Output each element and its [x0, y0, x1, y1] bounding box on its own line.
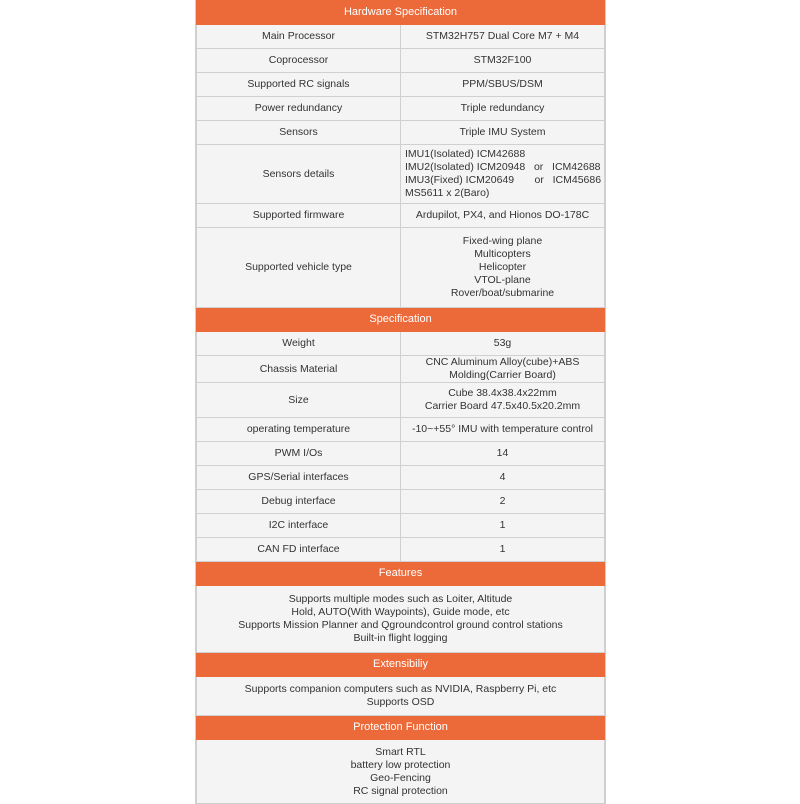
- row-value: [401, 228, 605, 308]
- size-line: Carrier Board 47.5x40.5x20.2mm: [424, 400, 581, 412]
- row-value: [401, 383, 605, 418]
- protection-content: [197, 740, 605, 804]
- row-label: Coprocessor: [197, 49, 401, 73]
- size-line: Cube 38.4x38.4x22mm: [448, 387, 557, 399]
- row-label: Sensors: [197, 121, 401, 145]
- vehicle-line: Rover/boat/submarine: [450, 287, 555, 299]
- section-title: Features: [197, 562, 605, 586]
- table-row-size: [197, 383, 605, 418]
- sensors-details-list: [405, 148, 601, 200]
- row-label: I2C interface: [197, 514, 401, 538]
- table-row-protection: [197, 740, 605, 804]
- row-value: 53g: [401, 332, 605, 356]
- row-value: [401, 145, 605, 204]
- row-value: PPM/SBUS/DSM: [401, 73, 605, 97]
- row-value: 1: [401, 514, 605, 538]
- row-value: 14: [401, 442, 605, 466]
- extensibility-line: Supports companion computers such as NVIDIA, Raspberry Pi, etc: [244, 683, 557, 695]
- row-label: Supported vehicle type: [197, 228, 401, 308]
- sensor-line: IMU3(Fixed) ICM20649 or ICM45686: [405, 174, 602, 186]
- table-row: [197, 356, 605, 383]
- protection-line: battery low protection: [350, 758, 451, 771]
- sensor-line: IMU1(Isolated) ICM42688: [405, 148, 526, 160]
- row-value: Triple redundancy: [401, 97, 605, 121]
- row-label: Power redundancy: [197, 97, 401, 121]
- row-label: Size: [197, 383, 401, 418]
- vehicle-line: Fixed-wing plane: [462, 235, 543, 247]
- row-label: Supported RC signals: [197, 73, 401, 97]
- table-row: [197, 121, 605, 145]
- table-row: [197, 514, 605, 538]
- section-title: Extensibiliy: [197, 653, 605, 677]
- row-label: Main Processor: [197, 25, 401, 49]
- row-label: PWM I/Os: [197, 442, 401, 466]
- spec-sheet: [195, 0, 606, 804]
- feature-line: Hold, AUTO(With Waypoints), Guide mode, etc: [291, 606, 510, 618]
- feature-line: Built-in flight logging: [353, 632, 448, 644]
- row-label: operating temperature: [197, 418, 401, 442]
- row-label: Weight: [197, 332, 401, 356]
- row-value: 2: [401, 490, 605, 514]
- row-label: Sensors details: [197, 145, 401, 204]
- sensor-line: IMU2(Isolated) ICM20948 or ICM42688: [405, 161, 601, 173]
- row-value: Ardupilot, PX4, and Hionos DO-178C: [401, 204, 605, 228]
- section-header-features: [197, 562, 605, 586]
- table-row: [197, 442, 605, 466]
- table-row: [197, 25, 605, 49]
- table-row: [197, 538, 605, 562]
- row-value: 4: [401, 466, 605, 490]
- row-label: Chassis Material: [197, 356, 401, 383]
- section-title: Hardware Specification: [197, 1, 605, 25]
- row-value: CNC Aluminum Alloy(cube)+ABS Molding(Carrier Board): [401, 356, 605, 383]
- row-value: -10~+55° IMU with temperature control: [401, 418, 605, 442]
- feature-line: Supports Mission Planner and Qgroundcontrol ground control stations: [238, 619, 563, 631]
- table-row: [197, 418, 605, 442]
- extensibility-content: [197, 677, 605, 716]
- protection-line: Smart RTL: [375, 745, 426, 758]
- table-row: [197, 332, 605, 356]
- features-content: [197, 586, 605, 653]
- spec-table: [196, 0, 605, 804]
- row-label: GPS/Serial interfaces: [197, 466, 401, 490]
- table-row-features: [197, 586, 605, 653]
- section-title: Protection Function: [197, 716, 605, 740]
- section-header-protection: [197, 716, 605, 740]
- section-header-extensibility: [197, 653, 605, 677]
- sensor-line: MS5611 x 2(Baro): [405, 187, 490, 199]
- vehicle-line: VTOL-plane: [474, 274, 531, 286]
- protection-line: Geo-Fencing: [370, 771, 431, 784]
- section-header-specification: [197, 308, 605, 332]
- extensibility-line: Supports OSD: [366, 696, 435, 708]
- row-label: CAN FD interface: [197, 538, 401, 562]
- table-row-extensibility: [197, 677, 605, 716]
- table-row: [197, 490, 605, 514]
- row-label: Debug interface: [197, 490, 401, 514]
- section-header-hardware: [197, 1, 605, 25]
- vehicle-line: Helicopter: [478, 261, 527, 273]
- table-row: [197, 73, 605, 97]
- row-value: STM32H757 Dual Core M7 + M4: [401, 25, 605, 49]
- row-value: STM32F100: [401, 49, 605, 73]
- table-row: [197, 466, 605, 490]
- row-value: Triple IMU System: [401, 121, 605, 145]
- table-row: [197, 204, 605, 228]
- row-value: 1: [401, 538, 605, 562]
- row-label: Supported firmware: [197, 204, 401, 228]
- vehicle-line: Multicopters: [474, 248, 531, 260]
- protection-line: RC signal protection: [353, 784, 448, 797]
- table-row: [197, 49, 605, 73]
- section-title: Specification: [197, 308, 605, 332]
- feature-line: Supports multiple modes such as Loiter, Altitude: [288, 593, 513, 605]
- table-row: [197, 97, 605, 121]
- table-row-sensors-details: [197, 145, 605, 204]
- table-row-vehicle-type: [197, 228, 605, 308]
